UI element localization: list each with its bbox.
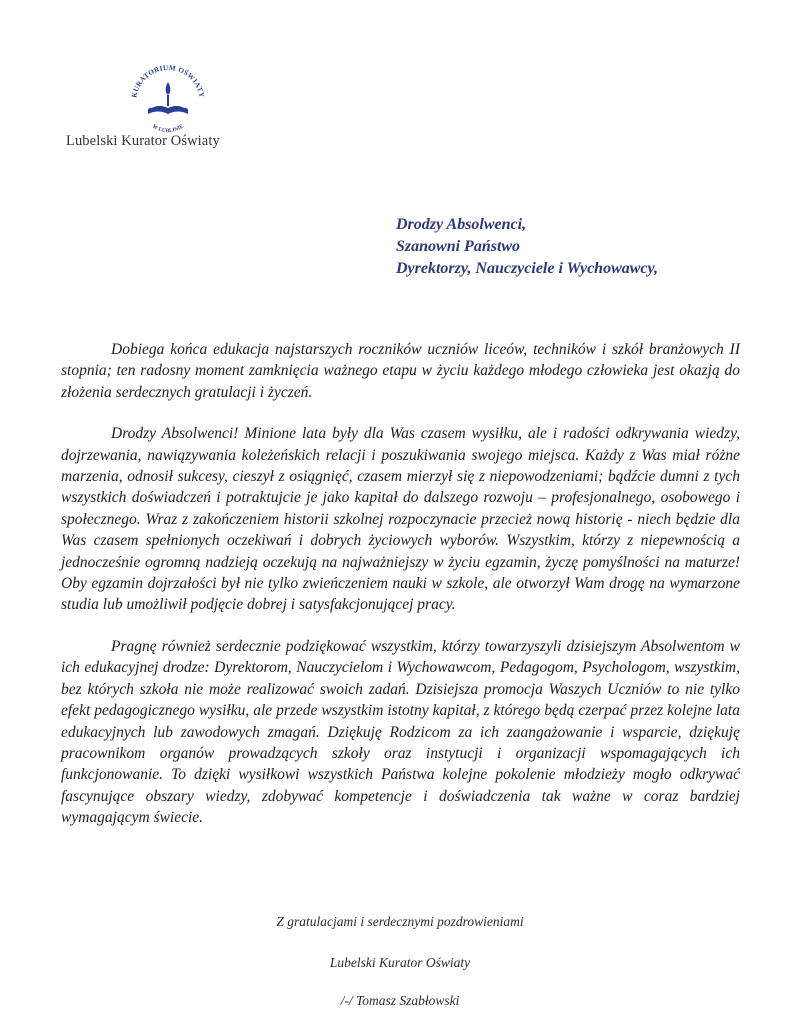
org-caption: Lubelski Kurator Oświaty bbox=[66, 133, 220, 149]
closing-title: Lubelski Kurator Oświaty bbox=[329, 955, 471, 970]
signature: /-/ Tomasz Szabłowski bbox=[340, 993, 460, 1008]
closing-regards: Z gratulacjami i serdecznymi pozdrowieniami bbox=[276, 914, 524, 929]
greeting-line: Drodzy Absolwenci, bbox=[396, 216, 527, 233]
paragraph: Dobiega końca edukacja najstarszych roczników uczniów liceów, techników i szkół branżowych II stopnia; ten radosny moment zamknięcia ważnego etapu w życiu każdego młodego człowieka jest okazją do złożenia serdecznych gratulacji i życzeń. bbox=[61, 341, 740, 401]
kuratorium-logo bbox=[118, 62, 218, 134]
svg-text:KURATORIUM OŚWIATY: KURATORIUM OŚWIATY bbox=[130, 63, 206, 99]
greeting-line: Dyrektorzy, Nauczyciele i Wychowawcy, bbox=[396, 260, 659, 277]
svg-text:W LUBLINIE: W LUBLINIE bbox=[151, 123, 185, 134]
letter-body bbox=[61, 339, 740, 849]
paragraph: Drodzy Absolwenci! Minione lata były dla Was czasem wysiłku, ale i radości odkrywania wiedzy, dojrzewania, nawiązywania koleżeńskich relacji i poszukiwania swojego miejsca. Każdy z Was miał różne marzenia, odnosił sukcesy, cieszył z osiągnięć, czasem mierzył się z niepowodzeniami; bądźcie dumni z tych wszystkich doświadczeń i potraktujcie je jako kapitał do dalszego rozwoju – profesjonalnego, osobowego i społecznego. Wraz z zakończeniem historii szkolnej rozpoczynacie przecież nową historię - niech będzie dla Was czasem spełnionych oczekiwań i dobrych życiowych wyborów. Wszystkim, którzy z niepewnością a jednocześnie ogromną nadzieją oczekują na najważniejszy w życiu egzamin, życzę pomyślności na maturze! Oby egzamin dojrzałości był nie tylko zwieńczeniem nauki w szkole, ale otworzył Wam drogę na wymarzone studia lub umożliwił podjęcie dobrej i satysfakcjonującej pracy. bbox=[61, 425, 740, 614]
letter-greeting bbox=[396, 214, 658, 280]
open-book-torch-icon bbox=[118, 62, 218, 134]
paragraph: Pragnę również serdecznie podziękować wszystkim, którzy towarzyszyli dzisiejszym Absolwentom w ich edukacyjnej drodze: Dyrektorom, Nauczycielom i Wychowawcom, Pedagogom, Psychologom, wszystkim, bez których szkoła nie może realizować swoich zadań. Dzisiejsza promocja Waszych Uczniów to nie tylko efekt pedagogicznego wysiłku, ale przede wszystkim istotny kapitał, z którego będą czerpać przez kolejne lata edukacyjnych lub zawodowych zmagań. Dziękuję Rodzicom za ich zaangażowanie i wsparcie, dziękuję pracownikom organów prowadzących szkoły oraz instytucji i organizacji wspomagających ich funkcjonowanie. To dzięki wysiłkowi wszystkich Państwa kolejne pokolenie młodzieży mogło odkrywać fascynujące obszary wiedzy, zdobywać kompetencje i doświadczenia tak ważne w coraz bardziej wymagającym świecie. bbox=[61, 637, 740, 827]
greeting-line: Szanowni Państwo bbox=[396, 238, 521, 255]
